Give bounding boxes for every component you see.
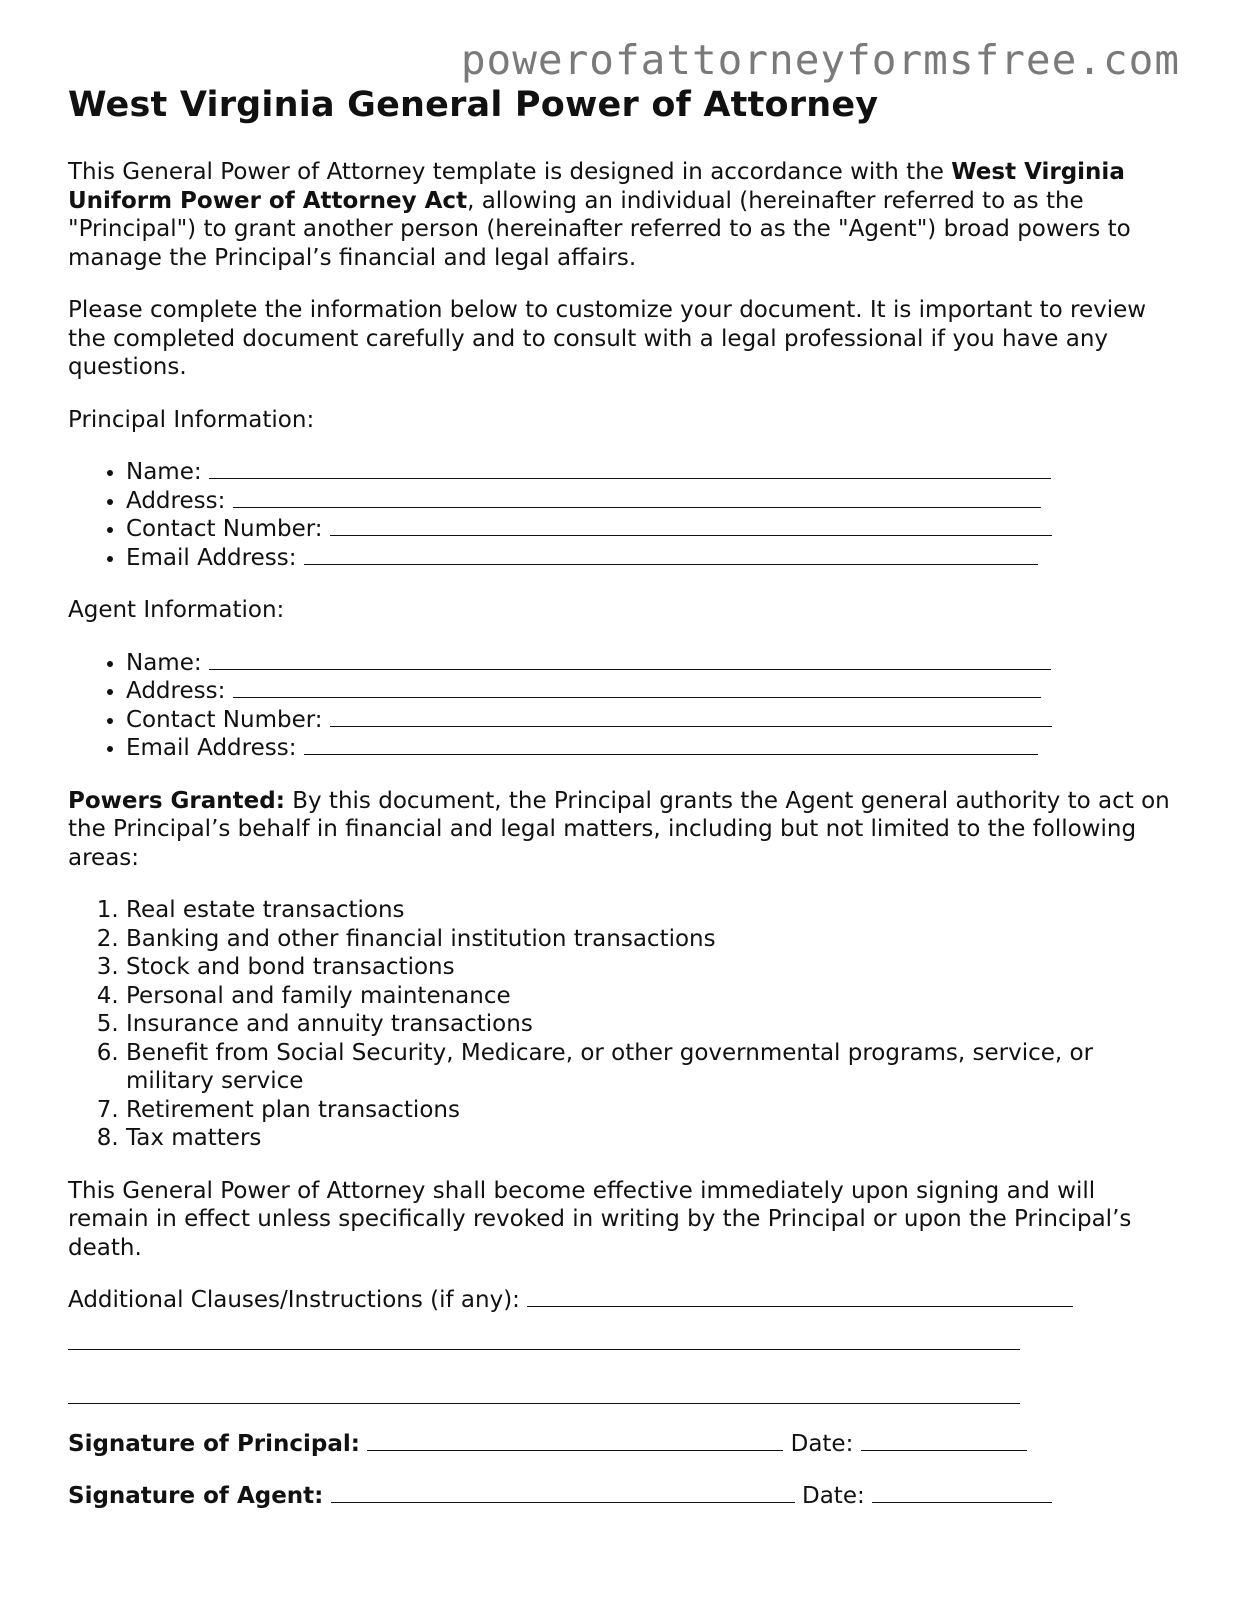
agent-name-field [126, 649, 1178, 678]
principal-address-field [126, 487, 1178, 516]
field-label: Email Address: [126, 544, 297, 571]
field-label: Contact Number: [126, 706, 323, 733]
watermark: powerofattorneyformsfree.com [460, 36, 1180, 84]
principal-email-field [126, 544, 1178, 573]
agent-contact-field [126, 706, 1178, 735]
field-label: Name: [126, 459, 202, 485]
principal-email-input[interactable] [304, 544, 1038, 565]
principal-signature-row [68, 1430, 1178, 1459]
list-item: 3. Stock and bond transactions [126, 953, 1178, 982]
agent-signature-input[interactable] [331, 1482, 795, 1503]
agent-address-input[interactable] [233, 677, 1041, 698]
field-label: Name: [126, 649, 202, 676]
field-label: Contact Number: [126, 516, 323, 542]
list-item: 5. Insurance and annuity transactions [126, 1010, 1178, 1039]
powers-heading: Powers Granted: [68, 787, 285, 814]
powers-list [68, 896, 1178, 1153]
effective-paragraph: This General Power of Attorney shall become effective immediately upon signing and will remain in effect unless specifically revoked in writing by the Principal or upon the Principal’s death. [68, 1177, 1132, 1261]
principal-fields [68, 458, 1178, 572]
intro-text: This General Power of Attorney template is designed in accordance with the [68, 159, 952, 185]
agent-date-label: Date: [802, 1483, 865, 1509]
intro-paragraph [68, 158, 1178, 272]
principal-contact-field [126, 515, 1178, 544]
agent-email-input[interactable] [304, 734, 1038, 755]
agent-signature-label: Signature of Agent: [68, 1483, 324, 1509]
principal-signature-label: Signature of Principal: [68, 1430, 360, 1457]
field-label: Email Address: [126, 735, 297, 761]
agent-email-field [126, 734, 1178, 763]
agent-date-input[interactable] [872, 1482, 1052, 1503]
intro-act-name: West Virginia Uniform Power of Attorney Act [68, 159, 1125, 214]
agent-heading: Agent Information: [68, 597, 285, 623]
list-item: 4. Personal and family maintenance [126, 982, 1178, 1011]
additional-clauses-line-3[interactable] [68, 1373, 1020, 1404]
page-title: West Virginia General Power of Attorney [68, 85, 879, 125]
intro-text-continued: , allowing an individual (hereinafter referred to as the "Principal") to grant another person (hereinafter referred to as the "Agent") broad powers to manage the Principal’s financial and legal affairs. [68, 187, 1131, 271]
list-item: 7. Retirement plan transactions [126, 1096, 1178, 1125]
agent-name-input[interactable] [209, 649, 1051, 670]
agent-signature-row [68, 1482, 1178, 1511]
principal-heading: Principal Information: [68, 406, 315, 433]
agent-contact-input[interactable] [330, 706, 1052, 727]
principal-address-input[interactable] [233, 487, 1041, 508]
list-item: 1. Real estate transactions [126, 896, 1178, 925]
principal-date-input[interactable] [861, 1430, 1027, 1451]
principal-signature-input[interactable] [367, 1430, 783, 1451]
principal-name-field [126, 458, 1178, 487]
additional-clauses-label: Additional Clauses/Instructions (if any): [68, 1287, 520, 1313]
powers-paragraph [68, 787, 1178, 873]
additional-clauses-line-2[interactable] [68, 1319, 1020, 1350]
list-item: 2. Banking and other financial institution transactions [126, 925, 1178, 954]
list-item: 6. Benefit from Social Security, Medicare, or other governmental programs, service, or military service [126, 1039, 1178, 1096]
principal-name-input[interactable] [209, 458, 1051, 479]
additional-clauses-input[interactable] [527, 1286, 1073, 1307]
instructions-paragraph: Please complete the information below to customize your document. It is important to review the completed document carefully and to consult with a legal professional if you have any questions. [68, 297, 1147, 380]
list-item: 8. Tax matters [126, 1124, 1178, 1153]
agent-fields [68, 649, 1178, 763]
agent-address-field [126, 677, 1178, 706]
principal-date-label: Date: [790, 1430, 854, 1457]
additional-clauses-field [68, 1286, 1178, 1315]
powers-text: By this document, the Principal grants the Agent general authority to act on the Principal’s behalf in financial and legal matters, including but not limited to the following areas: [68, 787, 1170, 871]
principal-contact-input[interactable] [330, 515, 1052, 536]
document-page [68, 84, 1178, 1511]
field-label: Address: [126, 678, 226, 704]
field-label: Address: [126, 487, 226, 514]
